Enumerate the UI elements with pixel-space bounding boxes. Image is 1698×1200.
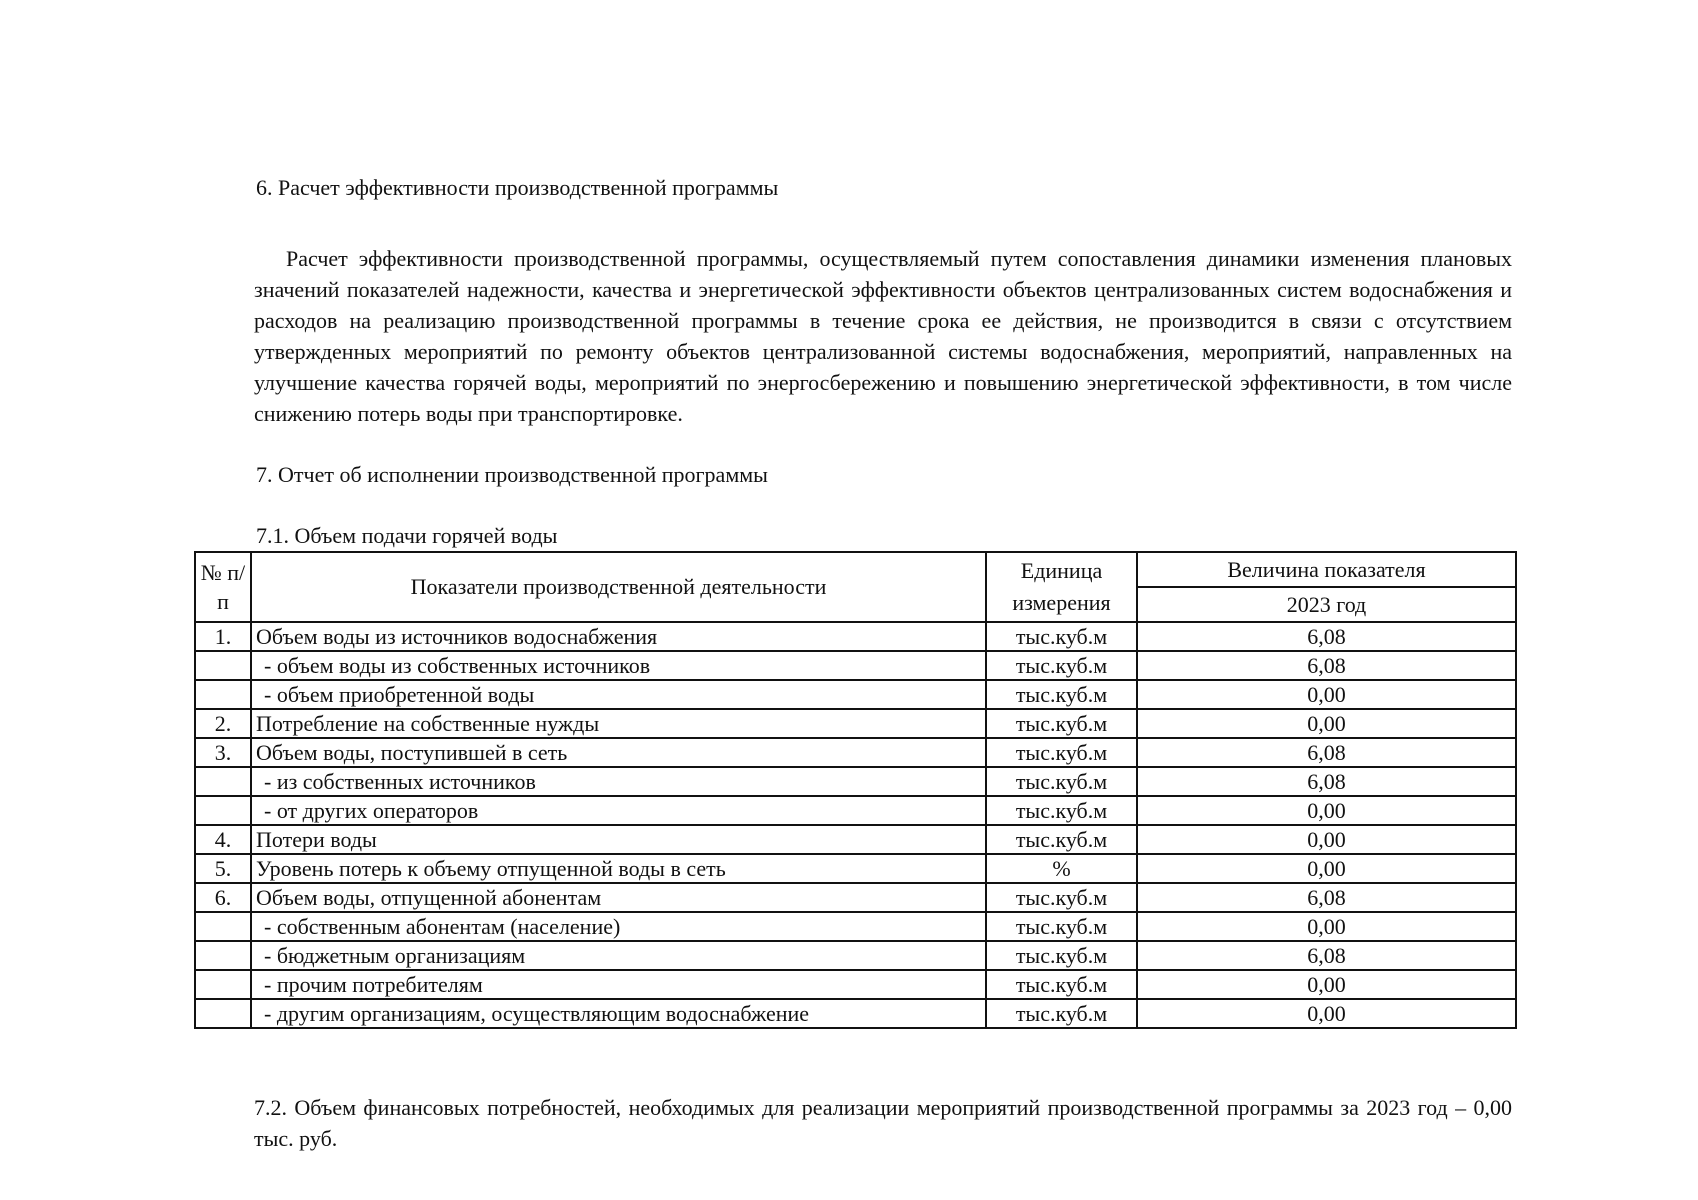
unit-cell: тыс.куб.м <box>986 825 1137 854</box>
indicator-name-cell: - объем воды из собственных источников <box>251 651 986 680</box>
value-cell: 6,08 <box>1137 883 1516 912</box>
value-cell: 0,00 <box>1137 680 1516 709</box>
table-row <box>195 941 1516 970</box>
column-header-unit: Единица измерения <box>986 552 1137 622</box>
column-header-indicator: Показатели производственной деятельности <box>251 552 986 622</box>
value-cell: 0,00 <box>1137 999 1516 1028</box>
table-row <box>195 999 1516 1028</box>
indicator-name-cell: - бюджетным организациям <box>251 941 986 970</box>
table-row <box>195 709 1516 738</box>
row-number-cell <box>195 680 251 709</box>
indicator-name-cell: - другим организациям, осуществляющим водоснабжение <box>251 999 986 1028</box>
indicator-name-cell: Уровень потерь к объему отпущенной воды в сеть <box>251 854 986 883</box>
indicator-name-cell: Объем воды, отпущенной абонентам <box>251 883 986 912</box>
table-row <box>195 680 1516 709</box>
indicator-name-cell: Объем воды из источников водоснабжения <box>251 622 986 651</box>
column-header-year: 2023 год <box>1137 587 1516 622</box>
unit-cell: тыс.куб.м <box>986 970 1137 999</box>
unit-cell: тыс.куб.м <box>986 941 1137 970</box>
table-row <box>195 883 1516 912</box>
row-number-cell <box>195 941 251 970</box>
row-number-cell <box>195 767 251 796</box>
indicator-name-cell: - собственным абонентам (население) <box>251 912 986 941</box>
table-row <box>195 622 1516 651</box>
unit-cell: тыс.куб.м <box>986 651 1137 680</box>
row-number-cell: 4. <box>195 825 251 854</box>
table-row <box>195 651 1516 680</box>
unit-cell: тыс.куб.м <box>986 680 1137 709</box>
section-6-paragraph <box>254 243 1512 429</box>
indicator-name-cell: - из собственных источников <box>251 767 986 796</box>
indicator-name-cell: - прочим потребителям <box>251 970 986 999</box>
value-cell: 6,08 <box>1137 622 1516 651</box>
unit-cell: тыс.куб.м <box>986 767 1137 796</box>
unit-cell: тыс.куб.м <box>986 883 1137 912</box>
table-row <box>195 970 1516 999</box>
unit-cell: тыс.куб.м <box>986 709 1137 738</box>
value-cell: 0,00 <box>1137 796 1516 825</box>
row-number-cell: 5. <box>195 854 251 883</box>
table-row <box>195 825 1516 854</box>
section-7-1-subheading: 7.1. Объем подачи горячей воды <box>256 523 558 548</box>
indicator-name-cell: - от других операторов <box>251 796 986 825</box>
row-number-cell <box>195 651 251 680</box>
unit-cell: тыс.куб.м <box>986 622 1137 651</box>
value-cell: 0,00 <box>1137 825 1516 854</box>
table-header-row <box>195 552 1516 587</box>
value-cell: 0,00 <box>1137 709 1516 738</box>
section-7-heading: 7. Отчет об исполнении производственной программы <box>256 462 768 487</box>
table-row <box>195 854 1516 883</box>
unit-cell: % <box>986 854 1137 883</box>
row-number-cell: 1. <box>195 622 251 651</box>
section-6-paragraph-text: Расчет эффективности производственной программы, осуществляемый путем сопоставления динамики изменения плановых значений показателей надежности, качества и энергетической эффективности объектов централизованных систем водоснабжения и расходов на реализацию производственной программы в течение срока ее действия, не производится в связи с отсутствием утвержденных мероприятий по ремонту объектов централизованной системы водоснабжения, мероприятий, направленных на улучшение качества горячей воды, мероприятий по энергосбережению и повышению энергетической эффективности, в том числе снижению потерь воды при транспортировке. <box>254 246 1512 426</box>
column-header-num: № п/п <box>195 552 251 622</box>
table-row <box>195 738 1516 767</box>
section-6-heading: 6. Расчет эффективности производственной программы <box>256 175 779 200</box>
value-cell: 6,08 <box>1137 941 1516 970</box>
value-cell: 6,08 <box>1137 767 1516 796</box>
row-number-cell <box>195 912 251 941</box>
hot-water-supply-table <box>194 551 1517 1029</box>
unit-cell: тыс.куб.м <box>986 999 1137 1028</box>
value-cell: 0,00 <box>1137 912 1516 941</box>
column-header-value: Величина показателя <box>1137 552 1516 587</box>
row-number-cell <box>195 796 251 825</box>
row-number-cell <box>195 970 251 999</box>
value-cell: 6,08 <box>1137 738 1516 767</box>
row-number-cell: 6. <box>195 883 251 912</box>
indicator-name-cell: Потери воды <box>251 825 986 854</box>
section-7-2-paragraph: 7.2. Объем финансовых потребностей, необходимых для реализации мероприятий производственной программы за 2023 год – 0,00 тыс. руб. <box>254 1095 1512 1151</box>
row-number-cell: 2. <box>195 709 251 738</box>
value-cell: 0,00 <box>1137 970 1516 999</box>
unit-cell: тыс.куб.м <box>986 738 1137 767</box>
unit-cell: тыс.куб.м <box>986 912 1137 941</box>
indicator-name-cell: - объем приобретенной воды <box>251 680 986 709</box>
value-cell: 0,00 <box>1137 854 1516 883</box>
row-number-cell: 3. <box>195 738 251 767</box>
table-row <box>195 912 1516 941</box>
value-cell: 6,08 <box>1137 651 1516 680</box>
table-body <box>195 622 1516 1028</box>
unit-cell: тыс.куб.м <box>986 796 1137 825</box>
indicator-name-cell: Объем воды, поступившей в сеть <box>251 738 986 767</box>
row-number-cell <box>195 999 251 1028</box>
table-row <box>195 767 1516 796</box>
table-row <box>195 796 1516 825</box>
indicator-name-cell: Потребление на собственные нужды <box>251 709 986 738</box>
